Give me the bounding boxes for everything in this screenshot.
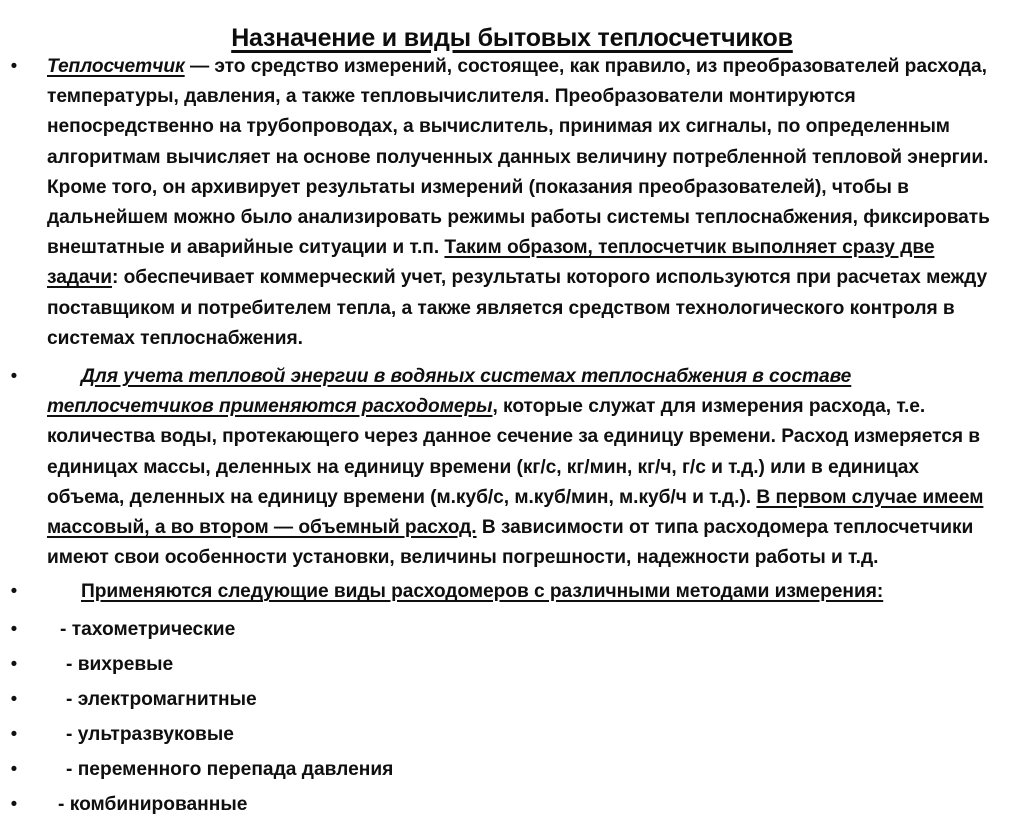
list-item-label-vortex: - вихревые — [66, 653, 174, 675]
list-item — [0, 752, 1024, 787]
bullet-icon: • — [10, 366, 18, 388]
run-term-teplostchetchik: Теплосчетчик — [47, 56, 185, 77]
bullet-icon: • — [10, 758, 18, 780]
run-definition-tail: : обеспечивает коммерческий учет, результаты которого используются при расчетах между поставщиком и потребителем тепла, а также является средством технологического контроля в системах теплоснабжения. — [47, 267, 988, 349]
run-mass-volume-emphasis: В первом случае имеем массовый, а во втором — объемный расход. — [47, 486, 984, 539]
slide-body — [0, 52, 1024, 822]
page-title — [0, 23, 1024, 53]
bullet-icon: • — [10, 688, 18, 710]
list-item-label-tachometric: - тахометрические — [60, 618, 236, 640]
list-item — [0, 717, 1024, 752]
list-item — [0, 647, 1024, 682]
paragraph-definition-text — [47, 52, 991, 354]
page-title-text: Назначение и виды бытовых теплосчетчиков — [231, 23, 793, 52]
paragraph-definition — [0, 52, 1024, 354]
bullet-icon: • — [10, 618, 18, 640]
list-item-label-electromagnetic: - электромагнитные — [66, 688, 257, 710]
paragraph-spacer — [0, 354, 1024, 362]
run-flowmeters-tail: В зависимости от типа расходомера теплосчетчики имеют свои особенности установки, величины погрешности, надежности работы и т.д. — [47, 517, 974, 569]
run-heat-accounting-emphasis: Для учета тепловой энергии в водяных системах теплоснабжения в составе теплосчетчиков применяются расходомеры — [47, 366, 852, 418]
bullet-icon: • — [10, 56, 18, 77]
list-item-label-differential-pressure: - переменного перепада давления — [66, 758, 394, 780]
run-definition-body: — это средство измерений, состоящее, как правило, из преобразователей расхода, температуры, давления, а также тепловычислителя. Преобразователи монтируются непосредственно на трубопроводах, а вычислитель, принимая их сигналы, по определенным алгоритмам вычисляет на основе полученных данных величину потребленной тепловой энергии. Кроме того, он архивирует результаты измерений (показания преобразователей), чтобы в дальнейшем можно было анализировать режимы работы системы теплоснабжения, фиксировать внештатные и аварийные ситуации и т.п. — [47, 56, 990, 259]
list-item-label-combined: - комбинированные — [58, 793, 248, 815]
run-types-intro-emphasis: Применяются следующие виды расходомеров с различными методами измерения: — [81, 581, 884, 603]
run-two-tasks-emphasis: Таким образом, теплосчетчик выполняет сразу две задачи — [47, 237, 935, 289]
paragraph-flowmeters-text — [47, 362, 991, 573]
list-item — [0, 612, 1024, 647]
list-item — [0, 787, 1024, 822]
run-flowmeters-body: , которые служат для измерения расхода, т.е. количества воды, протекающего через данное сечение за единицу времени. Расход измеряется в единицах массы, деленных на единицу времени (кг/с, кг/мин, кг/ч, г/с и т.д.) или в единицах объема, деленных на единицу времени (м.куб/с, м.куб/мин, м.куб/ч и т.д.). — [47, 396, 981, 508]
paragraph-flowmeters — [0, 362, 1024, 573]
list-item-label-ultrasonic: - ультразвуковые — [66, 723, 234, 745]
bullet-icon: • — [10, 653, 18, 675]
bullet-icon: • — [10, 723, 18, 745]
bullet-icon: • — [10, 793, 18, 815]
paragraph-types-intro-text — [47, 577, 991, 607]
bullet-icon: • — [10, 581, 18, 603]
paragraph-types-intro — [0, 577, 1024, 607]
list-item — [0, 682, 1024, 717]
